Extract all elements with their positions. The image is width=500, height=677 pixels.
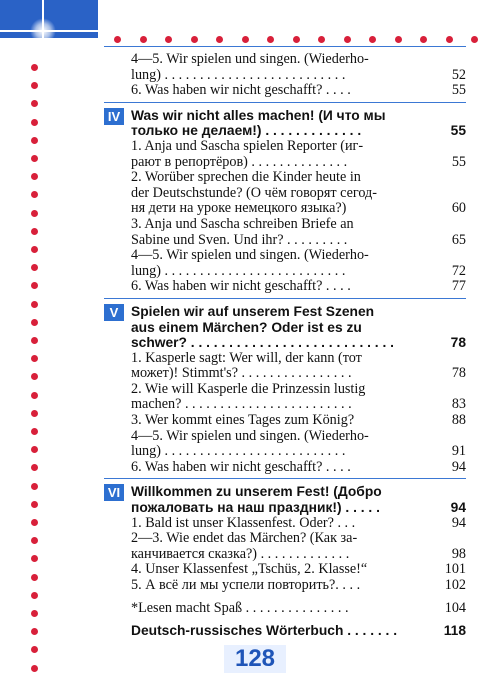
border-dot [31, 64, 38, 71]
toc-page-number: 72 [451, 262, 466, 279]
border-dot [31, 574, 38, 581]
toc-entry [131, 304, 466, 320]
border-dot [31, 301, 38, 308]
toc-entry [131, 170, 466, 186]
toc-entry [131, 108, 466, 124]
border-dot [31, 82, 38, 89]
toc-entry-text: 4—5. Wir spielen und singen. (Wiederho- [131, 427, 369, 444]
toc-entry [131, 413, 466, 429]
border-dot [446, 36, 453, 43]
border-dot [31, 410, 38, 417]
border-dot [395, 36, 402, 43]
border-dot [31, 100, 38, 107]
toc-entry [131, 320, 466, 336]
toc-entry-text: канчивается сказка?) . . . . . . . . . . . . . [131, 545, 350, 562]
toc-page-number: 94 [451, 514, 466, 531]
border-dot [191, 36, 198, 43]
toc-page-number: 52 [451, 66, 466, 83]
toc-entry-text: lung) . . . . . . . . . . . . . . . . . . . . . . . . . . [131, 66, 346, 83]
border-dot [140, 36, 147, 43]
border-dot [114, 36, 121, 43]
border-dot [31, 173, 38, 180]
toc-entry-text: aus einem Märchen? Oder ist es zu [131, 319, 362, 335]
toc-entry [131, 500, 466, 516]
toc-page-number: 77 [451, 278, 466, 295]
border-dot [31, 246, 38, 253]
toc-entry [131, 429, 466, 445]
toc-page-number: 98 [451, 545, 466, 562]
toc-entry [131, 68, 466, 84]
toc-page-number: 102 [444, 577, 466, 593]
toc-entry-text: lung) . . . . . . . . . . . . . . . . . . . . . . . . . . [131, 443, 346, 460]
border-dot [293, 36, 300, 43]
toc-entry [131, 155, 466, 171]
toc-page-number: 78 [451, 365, 466, 382]
toc-entry-text: 1. Bald ist unser Klassenfest. Oder? . . . [131, 514, 356, 531]
toc-entry [131, 201, 466, 217]
toc-page-number: 88 [451, 412, 466, 429]
toc-entry-text: 1. Kasperle sagt: Wer will, der kann (тот [131, 349, 362, 366]
table-of-contents [104, 52, 466, 639]
toc-entry [131, 366, 466, 382]
toc-entry-text: Was wir nicht alles machen! (И что мы [131, 107, 386, 123]
toc-entry-text: Sabine und Sven. Und ihr? . . . . . . . . . [131, 231, 348, 248]
border-dot [31, 228, 38, 235]
border-dot [31, 119, 38, 126]
border-dot [31, 137, 38, 144]
border-dot [420, 36, 427, 43]
toc-section [104, 52, 466, 99]
border-dot [31, 155, 38, 162]
toc-entry-text: 2—3. Wie endet das Märchen? (Как за- [131, 530, 358, 547]
border-dot [31, 646, 38, 653]
toc-entry [131, 335, 466, 351]
toc-section [104, 108, 466, 295]
toc-page-number: 104 [444, 599, 466, 616]
toc-entry-text: lung) . . . . . . . . . . . . . . . . . . . . . . . . . . [131, 262, 346, 279]
toc-entry [131, 444, 466, 460]
toc-page-number: 55 [451, 82, 466, 99]
toc-page-number: 94 [450, 500, 466, 516]
toc-entry [131, 578, 466, 594]
page-number: 128 [224, 645, 286, 673]
border-dot [31, 392, 38, 399]
border-dot [369, 36, 376, 43]
border-dot [31, 282, 38, 289]
toc-entry [131, 351, 466, 367]
toc-entry [131, 52, 466, 68]
toc-entry-text: Willkommen zu unserem Fest! (Добро [131, 484, 382, 500]
border-dot [31, 519, 38, 526]
toc-entry-text: 5. А всё ли мы успели повторить?. . . . [131, 577, 361, 593]
toc-entry [131, 139, 466, 155]
toc-entry-text: 2. Worüber sprechen die Kinder heute in [131, 169, 361, 186]
toc-entry [131, 616, 466, 623]
top-dot-border [0, 0, 500, 50]
toc-entry-text: пожаловать на наш праздник!) . . . . . [131, 500, 380, 516]
border-dot [165, 36, 172, 43]
toc-entry-text: schwer? . . . . . . . . . . . . . . . . . . . . . . . . . . . [131, 335, 394, 351]
toc-entry [131, 83, 466, 99]
border-dot [31, 210, 38, 217]
toc-page-number: 60 [451, 200, 466, 217]
toc-page-number: 91 [451, 443, 466, 460]
toc-page-number: 83 [451, 396, 466, 413]
border-dot [31, 446, 38, 453]
toc-page-number: 65 [451, 231, 466, 248]
border-dot [31, 483, 38, 490]
border-dot [216, 36, 223, 43]
toc-entry-text: der Deutschstunde? (О чём говорят сегод- [131, 184, 377, 201]
toc-entry [131, 248, 466, 264]
toc-page-number: 55 [451, 153, 466, 170]
border-dot [318, 36, 325, 43]
toc-entry [131, 279, 466, 295]
toc-entry-text: Spielen wir auf unserem Fest Szenen [131, 303, 375, 319]
toc-entry-text: только не делаем!) . . . . . . . . . . . . . [131, 123, 362, 139]
toc-entry [131, 562, 466, 578]
toc-entry-text: 1. Anja und Sascha spielen Reporter (иг- [131, 137, 364, 154]
toc-entry [131, 460, 466, 476]
toc-entry-text: machen? . . . . . . . . . . . . . . . . . . . . . . . . [131, 396, 352, 413]
border-dot [344, 36, 351, 43]
border-dot [242, 36, 249, 43]
toc-section [104, 484, 466, 638]
toc-entry [131, 217, 466, 233]
toc-page-number: 78 [450, 335, 466, 351]
toc-entry-text: 4—5. Wir spielen und singen. (Wiederho- [131, 247, 369, 264]
border-dot [31, 610, 38, 617]
toc-entry-text: 4—5. Wir spielen und singen. (Wiederho- [131, 51, 369, 67]
border-dot [31, 373, 38, 380]
border-dot [31, 555, 38, 562]
toc-entry-text: 3. Wer kommt eines Tages zum König? [131, 412, 355, 429]
toc-page-number: 118 [443, 623, 466, 639]
toc-page-number: 94 [451, 458, 466, 475]
toc-entry-text: 2. Wie will Kasperle die Prinzessin lustig [131, 380, 366, 397]
toc-entry-text: 6. Was haben wir nicht geschafft? . . . . [131, 278, 351, 295]
border-dot [31, 665, 38, 672]
border-dot [31, 337, 38, 344]
border-dot [31, 628, 38, 635]
toc-entry [131, 623, 466, 639]
border-dot [31, 501, 38, 508]
toc-section [104, 304, 466, 476]
border-dot [471, 36, 478, 43]
border-dot [31, 428, 38, 435]
toc-entry [131, 264, 466, 280]
toc-entry [131, 186, 466, 202]
unit-badge: V [104, 304, 124, 321]
left-dot-border [0, 0, 60, 677]
unit-badge: IV [104, 108, 124, 125]
toc-entry [131, 601, 466, 617]
border-dot [31, 264, 38, 271]
toc-page-number: 101 [444, 561, 466, 578]
toc-entry-text: *Lesen macht Spaß . . . . . . . . . . . . . . . [131, 599, 349, 616]
toc-entry [131, 484, 466, 500]
toc-entry [131, 123, 466, 139]
toc-entry [131, 547, 466, 563]
toc-entry-text: 6. Was haben wir nicht geschafft? . . . . [131, 458, 351, 475]
border-dot [31, 355, 38, 362]
toc-entry [131, 531, 466, 547]
toc-entry-text: может)! Stimmt's? . . . . . . . . . . . . . . . . [131, 365, 352, 382]
toc-entry [131, 397, 466, 413]
border-dot [31, 464, 38, 471]
toc-entry-text: 3. Anja und Sascha schreiben Briefe an [131, 215, 354, 232]
border-dot [31, 191, 38, 198]
unit-badge: VI [104, 484, 124, 501]
toc-entry-text: ня дети на уроке немецкого языка?) [131, 200, 347, 217]
toc-entry [131, 516, 466, 532]
toc-entry-text: Deutsch-russisches Wörterbuch . . . . . . . [131, 623, 398, 639]
border-dot [267, 36, 274, 43]
top-rule [104, 46, 466, 47]
toc-entry [131, 382, 466, 398]
toc-entry [131, 233, 466, 249]
border-dot [31, 537, 38, 544]
toc-entry-text: рают в репортёров) . . . . . . . . . . . . . . [131, 153, 348, 170]
toc-entry-text: 6. Was haben wir nicht geschafft? . . . . [131, 82, 351, 99]
toc-page-number: 55 [450, 123, 466, 139]
border-dot [31, 592, 38, 599]
border-dot [31, 319, 38, 326]
toc-entry-text: 4. Unser Klassenfest „Tschüs, 2. Klasse!“ [131, 561, 368, 578]
